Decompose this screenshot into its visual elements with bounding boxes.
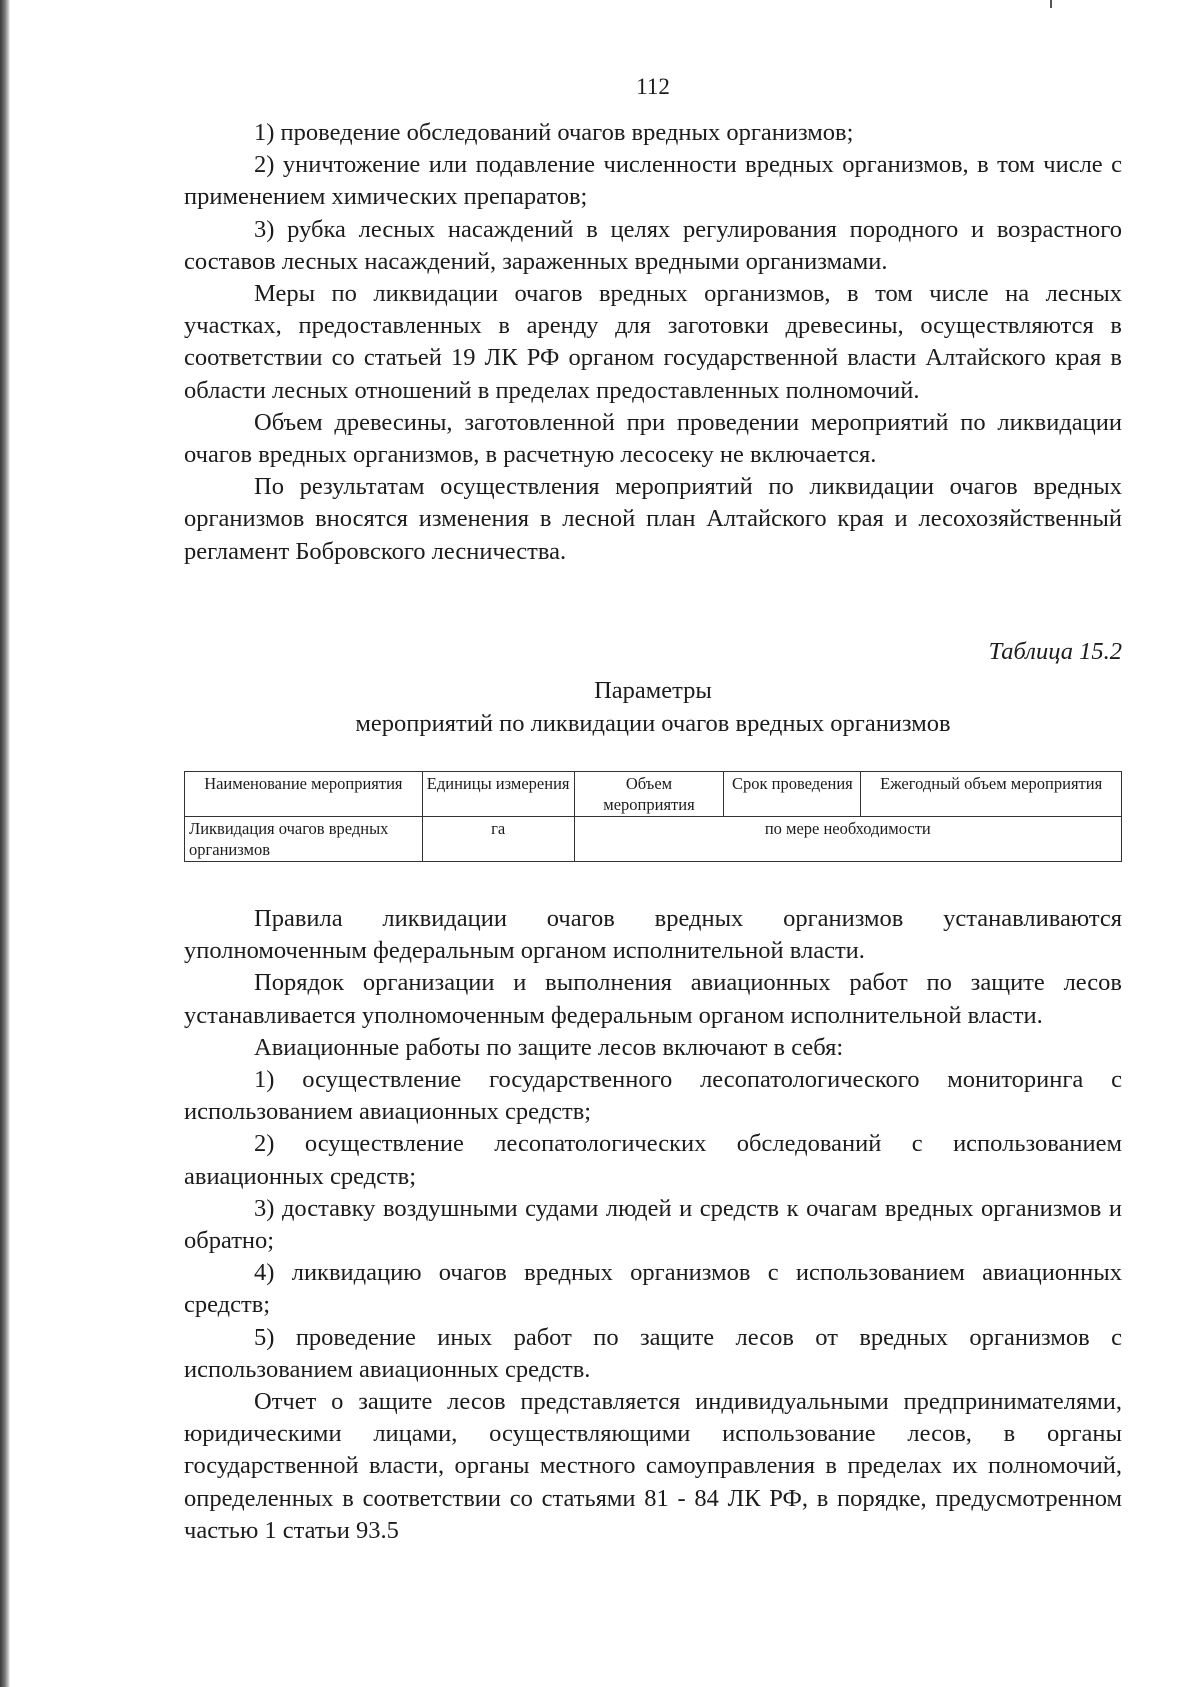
paragraph: Меры по ликвидации очагов вредных организмов, в том числе на лесных участках, предоставленных в аренду для заготовки древесины, осуществляются в соответствии со статьей 19 ЛК РФ органом государственной власти Алтайского края в области лесных отношений в пределах предоставленных полномочий. <box>184 280 1122 404</box>
paragraph: Порядок организации и выполнения авиационных работ по защите лесов устанавливается уполномоченным федеральным органом исполнительной власти. <box>184 969 1122 1029</box>
scan-mark <box>1050 0 1052 8</box>
table-cell-unit: га <box>422 817 574 862</box>
table-header-row <box>185 772 1122 817</box>
paragraph: Отчет о защите лесов представляется индивидуальными предпринимателями, юридическими лицами, осуществляющими использование лесов, в органы государственной власти, органы местного самоуправления в пределах их полномочий, определенных в соответствии со статьями 81 - 84 ЛК РФ, в порядке, предусмотренном частью 1 статьи 93.5 <box>184 1388 1122 1544</box>
table-cell-merged: по мере необходимости <box>574 817 1121 862</box>
paragraph: Правила ликвидации очагов вредных организмов устанавливаются уполномоченным федеральным органом исполнительной власти. <box>184 905 1122 965</box>
table-header-cell: Единицы измерения <box>422 772 574 817</box>
paragraph: 3) рубка лесных насаждений в целях регулирования породного и возрастного составов лесных насаждений, зараженных вредными организмами. <box>184 215 1122 275</box>
body-text-bottom <box>184 903 1122 1547</box>
paragraph: 2) осуществление лесопатологических обследований с использованием авиационных средств; <box>184 1130 1122 1190</box>
body-text-top <box>184 117 1122 568</box>
table-title <box>184 674 1122 740</box>
paragraph: 1) осуществление государственного лесопатологического мониторинга с использованием авиационных средств; <box>184 1066 1122 1126</box>
paragraph: Авиационные работы по защите лесов включают в себя: <box>254 1033 844 1061</box>
paragraph: 5) проведение иных работ по защите лесов от вредных организмов с использованием авиационных средств. <box>184 1323 1122 1383</box>
table-title-line2: мероприятий по ликвидации очагов вредных организмов <box>355 710 951 737</box>
table-header-cell: Срок проведения <box>724 772 861 817</box>
table-title-line1: Параметры <box>594 677 712 704</box>
paragraph: Объем древесины, заготовленной при проведении мероприятий по ликвидации очагов вредных организмов, в расчетную лесосеку не включается. <box>184 408 1122 469</box>
table-header-cell: Наименование мероприятия <box>185 772 423 817</box>
paragraph: 2) уничтожение или подавление численности вредных организмов, в том числе с применением химических препаратов; <box>184 151 1122 211</box>
table-cell-name: Ликвидация очагов вредных организмов <box>185 817 423 862</box>
paragraph: По результатам осуществления мероприятий по ликвидации очагов вредных организмов вносятся изменения в лесной план Алтайского края и лесохозяйственный регламент Бобровского лесничества. <box>184 473 1122 565</box>
page-number: 112 <box>636 74 670 99</box>
paragraph: 1) проведение обследований очагов вредных организмов; <box>254 119 854 146</box>
table-header-cell: Объем мероприятия <box>574 772 724 817</box>
table-row <box>185 817 1122 862</box>
paragraph: 3) доставку воздушными судами людей и средств к очагам вредных организмов и обратно; <box>184 1194 1122 1255</box>
table-header-cell: Ежегодный объем мероприятия <box>861 772 1122 817</box>
parameters-table <box>184 771 1122 862</box>
paragraph: 4) ликвидацию очагов вредных организмов с использованием авиационных средств; <box>184 1259 1122 1319</box>
scan-edge <box>0 0 10 1687</box>
table-reference: Таблица 15.2 <box>988 638 1122 665</box>
